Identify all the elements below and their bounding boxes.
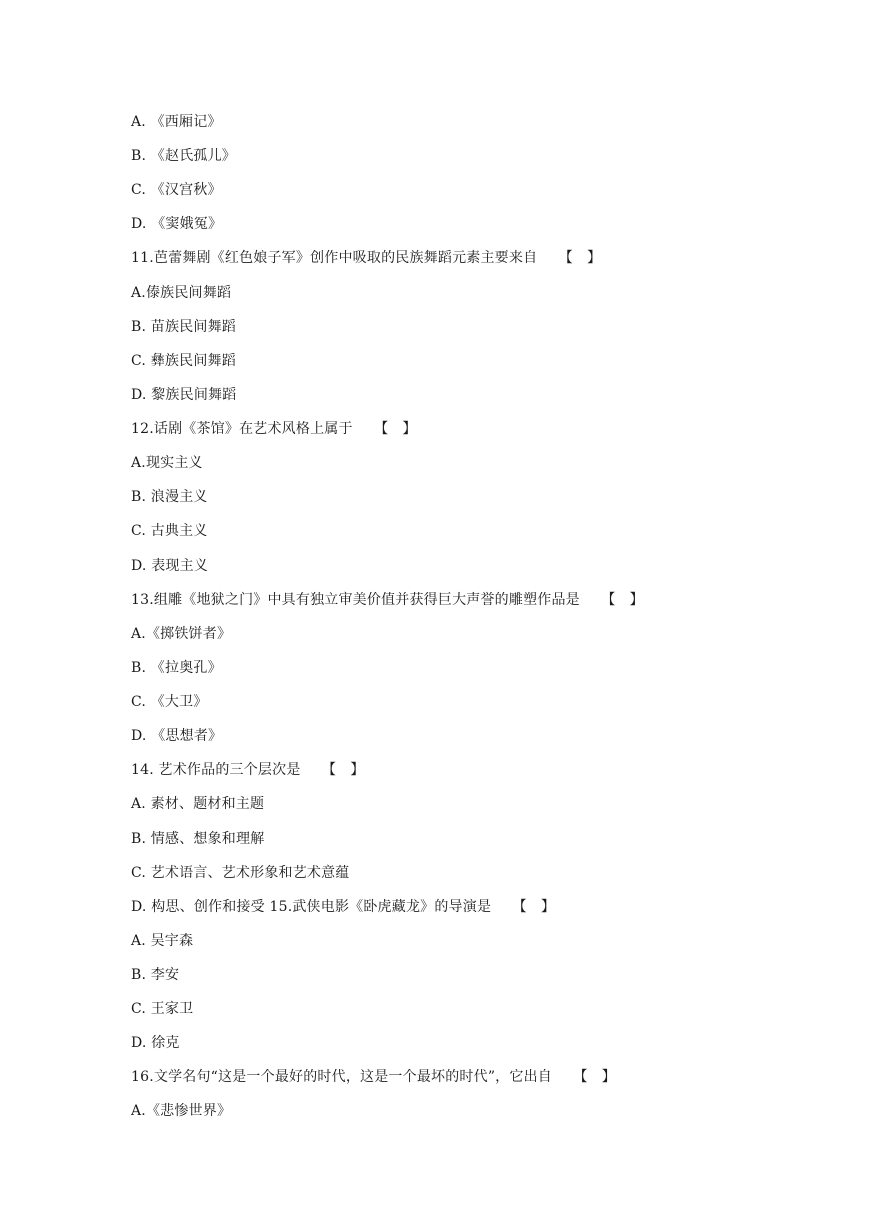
option-a-q10: A. 《西厢记》 bbox=[131, 114, 222, 130]
option-c-q11: C. 彝族民间舞蹈 bbox=[131, 353, 236, 369]
option-a-q15: A. 吴宇森 bbox=[131, 933, 194, 949]
question-11: 11.芭蕾舞剧《红色娘子军》创作中吸取的民族舞蹈元素主要来自 【 】 bbox=[131, 250, 602, 266]
question-16: 16.文学名句“这是一个最好的时代，这是一个最坏的时代”，它出自 【 】 bbox=[131, 1069, 616, 1085]
option-b-q14: B. 情感、想象和理解 bbox=[131, 831, 265, 847]
option-b-q11: B. 苗族民间舞蹈 bbox=[131, 319, 236, 335]
option-b-q10: B. 《赵氏孤儿》 bbox=[131, 148, 236, 164]
option-c-q15: C. 王家卫 bbox=[131, 1001, 194, 1017]
question-14: 14. 艺术作品的三个层次是 【 】 bbox=[131, 762, 365, 778]
option-d-q14-question-15: D. 构思、创作和接受 15.武侠电影《卧虎藏龙》的导演是 【 】 bbox=[131, 899, 556, 915]
option-a-q12: A.现实主义 bbox=[131, 455, 203, 471]
option-d-q10: D. 《窦娥冤》 bbox=[131, 216, 223, 232]
question-13: 13.组雕《地狱之门》中具有独立审美价值并获得巨大声誉的雕塑作品是 【 】 bbox=[131, 592, 644, 608]
question-12: 12.话剧《茶馆》在艺术风格上属于 【 】 bbox=[131, 421, 417, 437]
option-a-q16: A.《悲惨世界》 bbox=[131, 1103, 232, 1119]
option-c-q13: C. 《大卫》 bbox=[131, 694, 208, 710]
option-d-q11: D. 黎族民间舞蹈 bbox=[131, 387, 237, 403]
option-d-q13: D. 《思想者》 bbox=[131, 728, 223, 744]
option-b-q12: B. 浪漫主义 bbox=[131, 489, 208, 505]
option-b-q13: B. 《拉奥孔》 bbox=[131, 660, 222, 676]
option-d-q12: D. 表现主义 bbox=[131, 558, 209, 574]
option-b-q15: B. 李安 bbox=[131, 967, 180, 983]
option-d-q15: D. 徐克 bbox=[131, 1035, 180, 1051]
option-a-q13: A.《掷铁饼者》 bbox=[131, 626, 232, 642]
option-c-q10: C. 《汉宫秋》 bbox=[131, 182, 222, 198]
option-c-q14: C. 艺术语言、艺术形象和艺术意蕴 bbox=[131, 865, 350, 881]
option-c-q12: C. 古典主义 bbox=[131, 523, 208, 539]
option-a-q11: A.傣族民间舞蹈 bbox=[131, 285, 232, 301]
option-a-q14: A. 素材、题材和主题 bbox=[131, 796, 265, 812]
